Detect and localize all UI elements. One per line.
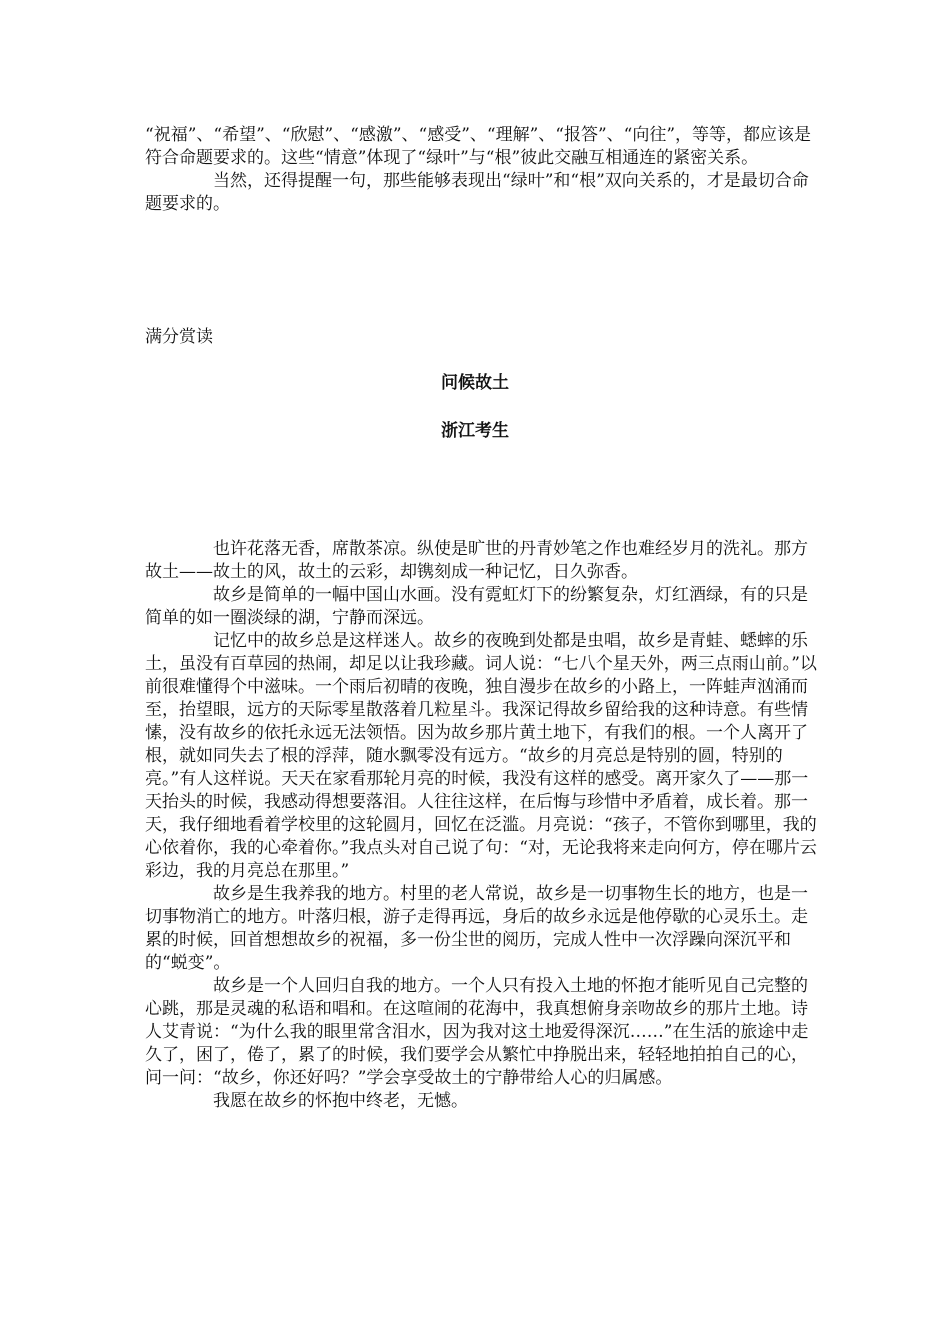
essay-title: 问候故土 [441,373,509,393]
intro-section [145,124,820,216]
essay-paragraph: 故乡是生我养我的地方。村里的老人常说，故乡是一切事物生长的地方，也是一切事物消亡的地方。叶落归根，游子走得再远，身后的故乡永远是他停歇的心灵乐土。走累的时候，回首想想故乡的祝福，多一份尘世的阅历，完成人性中一次浮躁向深沉平和的“蜕变”。 [145,884,808,973]
essay-paragraph: 也许花落无香，席散茶凉。纵使是旷世的丹青妙笔之作也难经岁月的洗礼。那方故土——故土的风，故土的云彩，却镌刻成一种记忆，日久弥香。 [145,539,808,582]
essay-paragraph: 我愿在故乡的怀抱中终老，无憾。 [213,1091,468,1111]
essay-author: 浙江考生 [441,421,509,441]
intro-paragraph: 当然，还得提醒一句，那些能够表现出“绿叶”和“根”双向关系的，才是最切合命题要求的。 [145,171,809,214]
essay-paragraph: 故乡是简单的一幅中国山水画。没有霓虹灯下的纷繁复杂，灯红酒绿，有的只是简单的如一圈淡绿的湖，宁静而深远。 [145,585,808,628]
section-label: 满分赏读 [145,327,213,347]
intro-paragraph: “祝福”、“希望”、“欣慰”、“感激”、“感受”、“理解”、“报答”、“向往”，等等，都应该是符合命题要求的。这些“情意”体现了“绿叶”与“根”彼此交融互相通连的紧密关系。 [145,125,812,168]
essay-paragraph: 记忆中的故乡总是这样迷人。故乡的夜晚到处都是虫唱，故乡是青蛙、蟋蟀的乐土，虽没有百草园的热闹，却足以让我珍藏。词人说：“七八个星天外，两三点雨山前。”以前很难懂得个中滋味。一个雨后初晴的夜晚，独自漫步在故乡的小路上，一阵蛙声汹涌而至，抬望眼，远方的天际零星散落着几粒星斗。我深记得故乡留给我的这种诗意。有些情愫，没有故乡的依托永远无法领悟。因为故乡那片黄土地下，有我们的根。一个人离开了根，就如同失去了根的浮萍，随水飘零没有远方。“故乡的月亮总是特别的圆，特别的亮。”有人这样说。天天在家看那轮月亮的时候，我没有这样的感受。离开家久了——那一天抬头的时候，我感动得想要落泪。人往往这样，在后悔与珍惜中矛盾着，成长着。那一天，我仔细地看着学校里的这轮圆月，回忆在泛滥。月亮说：“孩子，不管你到哪里，我的心依着你，我的心牵着你。”我点头对自己说了句：“对，无论我将来走向何方，停在哪片云彩边，我的月亮总在那里。” [145,631,817,881]
essay-paragraph: 故乡是一个人回归自我的地方。一个人只有投入土地的怀抱才能听见自己完整的心跳，那是灵魂的私语和唱和。在这喧闹的花海中，我真想俯身亲吻故乡的那片土地。诗人艾青说：“为什么我的眼里常含泪水，因为我对这土地爱得深沉……”在生活的旅途中走久了，困了，倦了，累了的时候，我们要学会从繁忙中挣脱出来，轻轻地拍拍自己的心，问一问：“故乡，你还好吗？”学会享受故土的宁静带给人心的归属感。 [145,976,809,1088]
essay-body [145,538,820,1113]
